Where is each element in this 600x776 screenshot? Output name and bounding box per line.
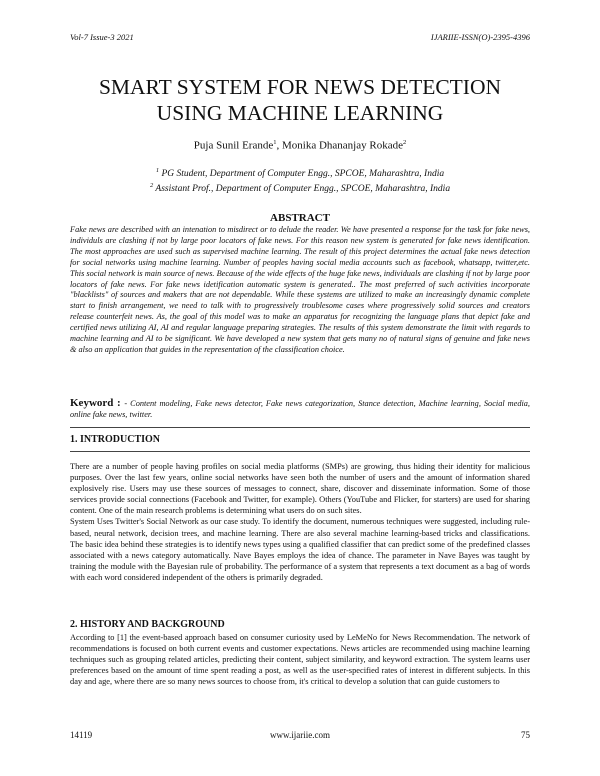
title-line-2: USING MACHINE LEARNING [156,101,444,125]
history-paragraph-1: According to [1] the event-based approach based on consumer curiosity used by LeMeNo for News Recommendation. The network of recommendations is focused on both current events and customer expectations. News articles are recommended using machine learning techniques such as grouping related articles, predicting their content, subject similarity, and keyword extraction. The system learns user preferences based on the amount of time spent reading a post, as well as the user-specified rates of interest in different subjects. In this day and age, where there are so many news sources to choose from, it's critical to develop a solution that can guide customers to [70,633,530,687]
title-line-1: SMART SYSTEM FOR NEWS DETECTION [98,75,502,99]
author-2-affiliation-mark: 2 [402,139,407,146]
author-1-affiliation-mark: 1 [273,139,277,146]
introduction-paragraph-2: System Uses Twitter's Social Network as our case study. To identify the document, numerous techniques were suggested, including rule-based, neural network, decision trees, and machine learning. There are also several machine learning-based tricks and classifications. The basic idea behind these strategies is to identify news types using a qualified classifier that can predict some of the predefined classes associated with a news category automatically. Nave Bayes employs the idea of chance. The parameter in Nave Bayes was taught by training the module with the Bayesian rule of probability. The performance of a system that represents a text document as a bag of words with each word considered independent of the others is primarily degraded. [70,517,530,582]
abstract-heading: ABSTRACT [270,212,330,224]
footer-paper-id: 14119 [70,730,93,740]
author-2: Monika Dhananjay Rokade [281,139,403,152]
section-divider [70,451,530,452]
section-divider [70,427,530,428]
volume-issue: Vol-7 Issue-3 2021 [70,32,134,42]
affiliation-2-mark: 2 [149,182,154,190]
author-1: Puja Sunil Erande [193,139,274,152]
abstract-text: Fake news are described with an intenation to misdirect or to delude the reader. We have presented a response for the task for fake news, individuls are clashing if not by large poor locators of fake news. For this reason new system is generated for fake news identification. The most approaches are used such as supervised machine learning. The result of this project determines the actual fake news detection for social networks using machine learning. Number of peoples having social media accounts such as facebook, whatsapp, twitter,etc. This social network is main source of news. Because of the wide effects of the huge fake news, individuals are clashing if not by large poor locators of fake news. For fake news idetification automatic system is generated.. The most preferred of such activities incorporate "blacklists" of sources and makers that are not dependable. While these systems are utilized to make an increasingly dynamic complete start to finish arrangement, we need to talk with to progressively troublesome cases where progressively solid sources and creators release counterfeit news. As, the goal of this model was to make an apparatus for recognizing the language plans that depict fake and certified news utilizing AI, AI and regular language preparing strategies. The results of this system demonstrate the limit with regards to machine learning and AI to be significant. We have developed a new system that gets many no of natural signs of genuine and fake news & also an application that guides in the representation of the classification choice. [70,225,530,354]
introduction-paragraph-1: There are a number of people having profiles on social media platforms (SMPs) are growing, thus hiding their identity for malicious purposes. Over the last few years, online social networks have seen both the number of users and the amount of information shared explosively rise. Users may use these sources of messages to connect, share, discover and disseminate information. Some of those services provide social connections (Facebook and Twitter, for example). Others (YouTube and Flicker, for starters) are used for sharing content. One of the main research problems is determining what users do on such sites. [70,462,530,516]
affiliation-2 [70,180,530,195]
affiliation-1 [70,165,530,180]
history-body [70,632,530,687]
authors [70,139,530,152]
keywords-text: - Content modeling, Fake news detector, Fake news categorization, Stance detection, Machine learning, Social media, online fake news, twitter. [70,399,530,419]
introduction-body [70,461,530,583]
footer-page-number: 75 [521,730,530,740]
page-footer [70,730,530,742]
affiliation-1-mark: 1 [155,167,160,174]
keywords [70,398,530,421]
issn: IJARIIE-ISSN(O)-2395-4396 [430,32,530,42]
section-heading-history: 2. HISTORY AND BACKGROUND [70,619,225,630]
section-heading-introduction: 1. INTRODUCTION [70,434,161,445]
keywords-label: Keyword : [70,397,125,409]
footer-website: www.ijariie.com [270,730,330,740]
author-separator: , [276,139,282,152]
affiliation-2-text: Assistant Prof., Department of Computer Engg., SPCOE, Maharashtra, India [153,184,451,195]
running-header [70,32,530,44]
affiliation-1-text: PG Student, Department of Computer Engg., SPCOE, Maharashtra, India [159,169,445,180]
paper-title [60,74,540,126]
affiliations [70,165,530,195]
